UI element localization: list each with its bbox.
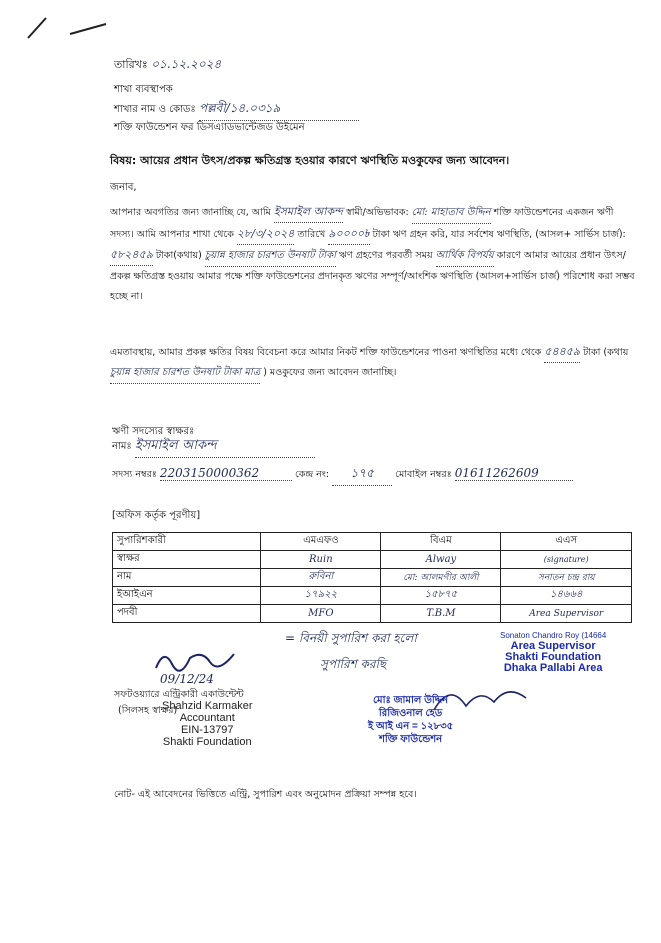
stamp-line: মোঃ জামাল উদ্দিন bbox=[372, 695, 449, 706]
accountant-stamp bbox=[162, 700, 253, 748]
office-use-label: [অফিস কর্তৃক পূরণীয়] bbox=[112, 510, 201, 521]
stamp-line: রিজিওনাল হেড bbox=[378, 708, 443, 719]
recipient-manager: শাখা ব্যবস্থাপক bbox=[114, 84, 173, 95]
accountant-role: সফটওয়্যারে এন্ট্রিকারী একাউন্টেন্ট bbox=[114, 689, 244, 700]
header-cell: সুপারিশকারী bbox=[113, 533, 261, 551]
table-row bbox=[113, 587, 632, 605]
stamp-line: Sonaton Chandro Roy (14664 bbox=[500, 631, 607, 640]
p2-text-c: ) মওকুফের জন্য আবেদন জানাচ্ছি। bbox=[263, 367, 397, 378]
table-row bbox=[113, 569, 632, 587]
branch-label: শাখার নাম ও কোডঃ bbox=[114, 104, 196, 115]
table-row bbox=[113, 551, 632, 569]
date-label: তারিখঃ bbox=[114, 58, 148, 71]
header-cell: এমএফও bbox=[261, 533, 381, 551]
center-label: কেন্দ্র নং: bbox=[294, 469, 330, 480]
p1-text-d: তারিখে bbox=[297, 229, 326, 240]
stamp-line: Dhaka Pallabi Area bbox=[503, 662, 603, 674]
member-name-label: নামঃ bbox=[112, 441, 132, 452]
table-cell: (signature) bbox=[501, 551, 632, 569]
waiver-amount: ৫৪৪৫৯ bbox=[544, 342, 580, 363]
salutation: জনাব, bbox=[110, 182, 137, 193]
loan-amount: ৯০০০০৳ bbox=[328, 224, 369, 245]
accountant-name: Shahzid Karmaker bbox=[162, 700, 253, 712]
pen-strokes bbox=[0, 0, 120, 50]
table-cell: ১৪৬৬৪ bbox=[501, 587, 632, 605]
date-line bbox=[114, 56, 221, 76]
header-cell: বিএম bbox=[381, 533, 501, 551]
row-label: নাম bbox=[113, 569, 261, 587]
para-1 bbox=[110, 202, 640, 307]
footer-note: নোট- এই আবেদনের ভিত্তিতে এন্ট্রি, সুপারিশ এবং অনুমোদন প্রক্রিয়া সম্পন্ন হবে। bbox=[114, 789, 417, 800]
table-cell: T.B.M bbox=[381, 605, 501, 623]
guardian-name: মো: মাহাতাব উদ্দিন bbox=[412, 203, 491, 224]
subject: বিষয়: আয়ের প্রধান উৎস/প্রকল্প ক্ষতিগ্রস্ত হওয়ার কারণে ঋণস্থিতি মওকুফের জন্য আবেদন। bbox=[110, 154, 510, 167]
p2-text-b: টাকা (কথায় bbox=[583, 347, 629, 358]
branch-line bbox=[114, 100, 359, 121]
applicant-name: ইসমাইল আকন্দ bbox=[274, 202, 343, 223]
mobile-label: মোবাইল নম্বরঃ bbox=[395, 469, 452, 480]
p1-text-h: কারণে আমার আয়ের প্রধান উৎস/প্রকল্প ক্ষতিগ্রস্ত হওয়ায় আমার পক্ষে শক্তি ফাউন্ডেশনের প্রদানকৃত ঋণের সম্পূর্ণ/আংশিক ঋণস্থিতি (আসল+সার্ভিস চার্জ) পরিশোধ করা সম্ভব হচ্ছে না। bbox=[110, 250, 635, 302]
header-cell: এএস bbox=[501, 533, 632, 551]
row-label: স্বাক্ষর bbox=[113, 551, 261, 569]
recommendation-note-1: = বিনয়ী সুপারিশ করা হলো bbox=[285, 631, 417, 645]
balance-in-words: চুয়ান্ন হাজার চারশত উনষাট টাকা bbox=[205, 246, 336, 267]
date-value: ০১.১২.২০২৪ bbox=[151, 57, 222, 71]
member-name-value: ইসমাইল আকন্দ bbox=[135, 436, 315, 458]
p1-text-a: আপনার অবগতির জন্য জানাচ্ছি যে, আমি bbox=[110, 207, 271, 218]
area-supervisor-stamp bbox=[500, 630, 606, 674]
member-signature-label: ঋণী সদস্যের স্বাক্ষরঃ bbox=[112, 426, 195, 437]
regional-head-stamp bbox=[368, 694, 453, 746]
p1-text-e: টাকা ঋণ গ্রহন করি, যার সর্বশেষ ঋণস্থিতি, (আসল+ সার্ভিস চার্জ): bbox=[372, 229, 626, 240]
table-cell: ১৫৮৭৫ bbox=[381, 587, 501, 605]
stamp-line: শক্তি ফাউন্ডেশন bbox=[378, 734, 443, 745]
loan-date: ২৮/৩/২০২৪ bbox=[237, 224, 294, 245]
table-cell: Area Supervisor bbox=[501, 605, 632, 623]
stamp-line: Area Supervisor bbox=[510, 640, 596, 652]
damage-reason: আর্থিক বিপর্যয় bbox=[436, 246, 494, 267]
accountant-sig-date: 09/12/24 bbox=[160, 672, 214, 686]
table-cell: MFO bbox=[261, 605, 381, 623]
stamp-line: Shakti Foundation bbox=[505, 651, 602, 663]
accountant-org: Shakti Foundation bbox=[162, 736, 252, 748]
table-cell: রুবিনা bbox=[261, 569, 381, 587]
p1-text-g: ঋণ গ্রহণের পরবর্তী সময় bbox=[339, 250, 433, 261]
table-cell: সনাতন চন্দ্র রায় bbox=[501, 569, 632, 587]
mobile-value: 01611262609 bbox=[455, 466, 573, 481]
table-cell: Ruin bbox=[261, 551, 381, 569]
accountant-seal-note: (সিলসহ স্বাক্ষর) bbox=[118, 705, 178, 716]
member-number-line bbox=[112, 465, 573, 486]
table-cell: ১৭৯২২ bbox=[261, 587, 381, 605]
p1-text-c: শক্তি ফাউন্ডেশনের একজন ঋণী সদস্য। আমি আপনার শাখা থেকে bbox=[110, 207, 614, 240]
member-no-label: সদস্য নম্বরঃ bbox=[112, 469, 157, 480]
branch-value: পল্লবী/১৪.০৩১৯ bbox=[199, 100, 359, 121]
table-row bbox=[113, 605, 632, 623]
table-cell: মো: আলমগীর আলী bbox=[381, 569, 501, 587]
table-header-row bbox=[113, 533, 632, 551]
p2-text-a: এমতাবস্থায়, আমার প্রকল্প ক্ষতির বিষয় বিবেচনা করে আমার নিকট শক্তি ফাউন্ডেশনের পাওনা ঋণস্থিতির মধ্যে থেকে bbox=[110, 347, 542, 358]
row-label: ইআইএন bbox=[113, 587, 261, 605]
recommendation-note-2: সুপারিশ করছি bbox=[320, 657, 387, 671]
row-label: পদবী bbox=[113, 605, 261, 623]
member-name-line bbox=[112, 436, 315, 458]
table-cell: Alway bbox=[381, 551, 501, 569]
waiver-in-words: চুয়ান্ন হাজার চারশত উনষাট টাকা মাত্র bbox=[110, 363, 260, 384]
recommendation-table bbox=[112, 532, 632, 623]
member-no-value: 2203150000362 bbox=[160, 466, 292, 481]
p1-text-b: স্বামী/অভিভাবক: bbox=[345, 207, 409, 218]
para-2 bbox=[110, 342, 640, 384]
recipient-org: শক্তি ফাউন্ডেশন ফর ডিসএ্যাডভান্টেজড উইমেন bbox=[114, 122, 305, 133]
center-value: ১৭৫ bbox=[332, 465, 392, 486]
p1-text-f: টাকা(কথায়) bbox=[155, 250, 202, 261]
outstanding-balance: ৫৮২৪৫৯ bbox=[110, 245, 153, 266]
accountant-title: Accountant bbox=[179, 712, 235, 724]
stamp-line: ই আই এন = ১২৮৩৫ bbox=[368, 721, 454, 732]
accountant-ein: EIN-13797 bbox=[180, 724, 234, 736]
